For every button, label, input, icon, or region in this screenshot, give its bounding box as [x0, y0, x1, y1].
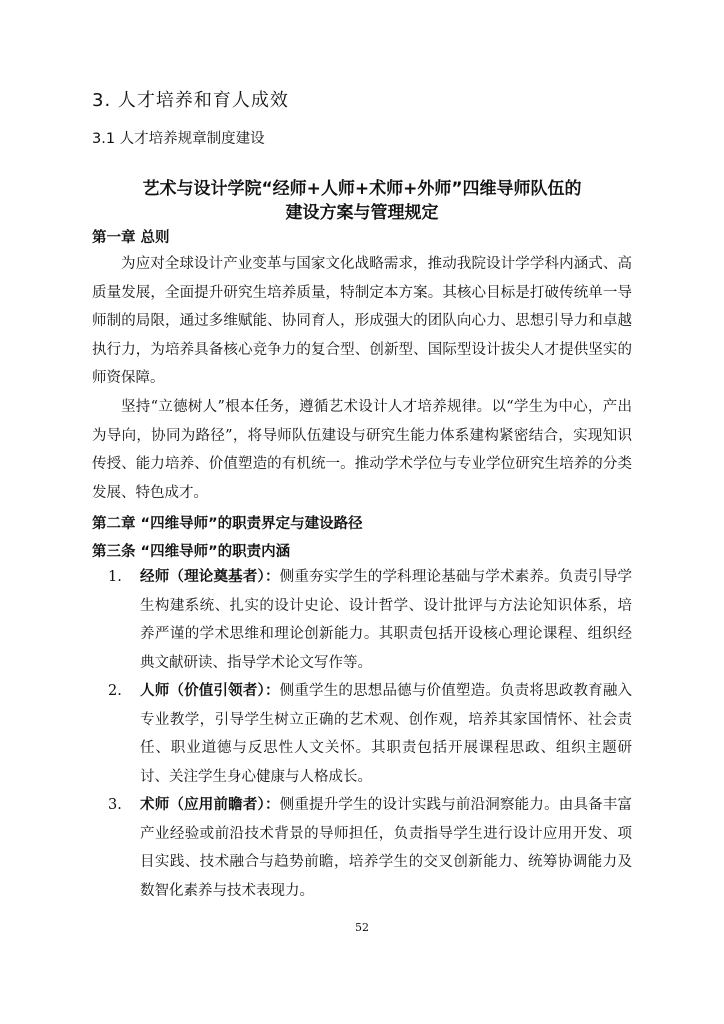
- chapter1-heading: 第一章 总则: [92, 230, 170, 246]
- page-number: 52: [355, 921, 369, 934]
- subsection-title: 3.1 人才培养规章制度建设: [92, 131, 265, 147]
- article3-heading: 第三条 “四维导师”的职责内涵: [92, 544, 291, 560]
- paragraph-1: 为应对全球设计产业变革与国家文化战略需求，推动我院设计学学科内涵式、高质量发展，全面提升研究生培养质量，特制定本方案。其核心目标是打破传统单一导师制的局限，通过多维赋能、协同育人，形成强大的团队向心力、思想引导力和卓越执行力，为培养具备核心竞争力的复合型、创新型、国际型设计拔尖人才提供坚实的师资保障。: [92, 256, 632, 386]
- section-title: 3. 人才培养和育人成效: [92, 90, 289, 111]
- list-item-number: 3.: [108, 797, 122, 813]
- list-item-text: 侧重学生的思想品德与价值塑造。负责将思政教育融入专业教学，引导学生树立正确的艺术观、创作观，培养其家国情怀、社会责任、职业道德与反思性人文关怀。其职责包括开展课程思政、组织主题研讨、关注学生身心健康与人格成长。: [140, 683, 633, 785]
- list-item: [108, 677, 632, 791]
- list-item-text: 侧重提升学生的设计实践与前沿洞察能力。由具备丰富产业经验或前沿技术背景的导师担任，负责指导学生进行设计应用开发、项目实践、技术融合与趋势前瞻，培养学生的交叉创新能力、统筹协调能力及数智化素养与技术表现力。: [140, 797, 633, 899]
- list-item-number: 1.: [108, 569, 122, 585]
- paragraph-2: 坚持“立德树人”根本任务，遵循艺术设计人才培养规律。以“学生为中心，产出为导向，协同为路径”，将导师队伍建设与研究生能力体系建构紧密结合，实现知识传授、能力培养、价值塑造的有机统一。推动学术学位与专业学位研究生培养的分类发展、特色成才。: [92, 399, 632, 501]
- chapter2-heading: 第二章 “四维导师”的职责界定与建设路径: [92, 516, 363, 532]
- list-item: [108, 563, 632, 677]
- list-item-term: 经师（理论奠基者）：: [140, 569, 280, 585]
- list-item: [108, 791, 632, 905]
- list-item-number: 2.: [108, 683, 122, 699]
- document-title-line2: 建设方案与管理规定: [285, 203, 439, 223]
- document-title-line1: 艺术与设计学院“经师+人师+术师+外师”四维导师队伍的: [142, 179, 582, 199]
- list-item-text: 侧重夯实学生的学科理论基础与学术素养。负责引导学生构建系统、扎实的设计史论、设计哲学、设计批评与方法论知识体系，培养严谨的学术思维和理论创新能力。其职责包括开设核心理论课程、组织经典文献研读、指导学术论文写作等。: [140, 569, 633, 671]
- list-item-term: 人师（价值引领者）：: [140, 683, 280, 699]
- duty-list: [108, 563, 632, 905]
- list-item-term: 术师（应用前瞻者）：: [140, 797, 280, 813]
